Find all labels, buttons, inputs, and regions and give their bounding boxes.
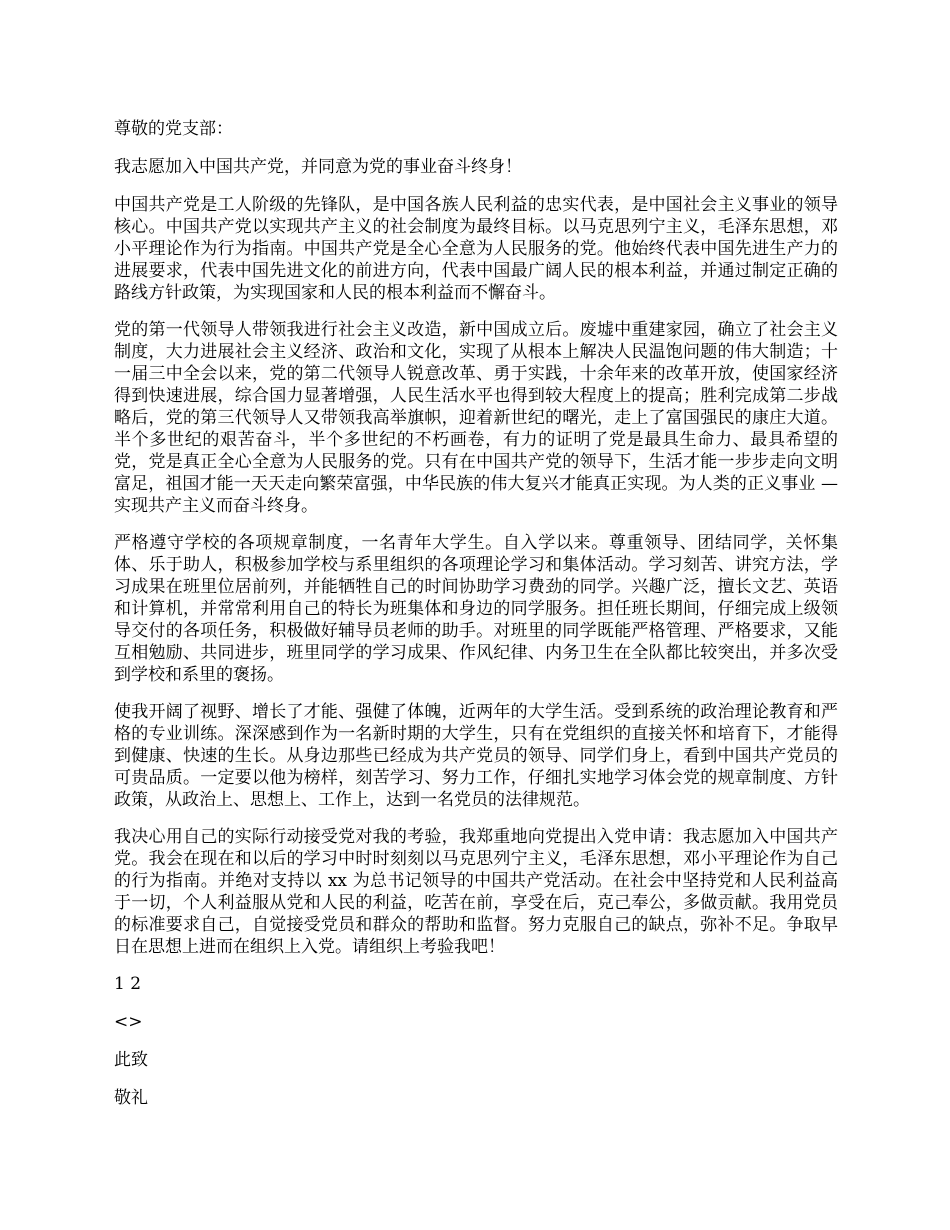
page-navigation xyxy=(114,1011,838,1033)
paragraph-party-intro: 中国共产党是工人阶级的先锋队，是中国各族人民利益的忠实代表，是中国社会主义事业的领导核心。中国共产党以实现共产主义的社会制度为最终目标。以马克思列宁主义，毛泽东思想，邓小平理论作为行为指南。中国共产党是全心全意为人民服务的党。他始终代表中国先进生产力的进展要求，代表中国先进文化的前进方向，代表中国最广阔人民的根本利益，并通过制定正确的路线方针政策，为实现国家和人民的根本利益而不懈奋斗。 xyxy=(114,195,838,303)
regards-text: 敬礼 xyxy=(114,1088,148,1108)
paragraph-application: 我决心用自己的实际行动接受党对我的考验，我郑重地向党提出入党申请：我志愿加入中国共产党。我会在现在和以后的学习中时时刻刻以马克思列宁主义，毛泽东思想，邓小平理论作为自己的行为指南。并绝对支持以 xx 为总书记领导的中国共产党活动。在社会中坚持党和人民利益高于一切，个人利益服从党和人民的利益，吃苦在前，享受在后，克己奉公，多做贡献。我用党员的标准要求自己，自觉接受党员和群众的帮助和监督。努力克服自己的缺点，弥补不足。争取早日在思想上进而在组织上入党。请组织上考验我吧！ xyxy=(114,827,838,957)
paragraph-pledge: 我志愿加入中国共产党，并同意为党的事业奋斗终身！ xyxy=(114,157,522,177)
paragraph-college-life: 使我开阔了视野、增长了才能、强健了体魄，近两年的大学生活。受到系统的政治理论教育和严格的专业训练。深深感到作为一名新时期的大学生，只有在党组织的直接关怀和培育下，才能得到健康、快速的生长。从身边那些已经成为共产党员的领导、同学们身上，看到中国共产党员的可贵品质。一定要以他为榜样，刻苦学习、努力工作，仔细扎实地学习体会党的规章制度、方针政策，从政治上、思想上、工作上，达到一名党员的法律规范。 xyxy=(114,702,838,810)
page-link-2[interactable]: 2 xyxy=(130,974,142,994)
closing-text: 此致 xyxy=(114,1050,148,1070)
next-page-link[interactable]: > xyxy=(128,1012,143,1032)
paragraph-party-history: 党的第一代领导人带领我进行社会主义改造，新中国成立后。废墟中重建家园，确立了社会主义制度，大力进展社会主义经济、政治和文化，实现了从根本上解决人民温饱问题的伟大制造；十一届三中全会以来，党的第二代领导人锐意改革、勇于实践，十余年来的改革开放，使国家经济得到快速进展，综合国力显著增强，人民生活水平也得到较大程度上的提高；胜利完成第二步战略后，党的第三代领导人又带领我高举旗帜，迎着新世纪的曙光，走上了富国强民的康庄大道。半个多世纪的艰苦奋斗，半个多世纪的不朽画卷，有力的证明了党是最具生命力、最具希望的党，党是真正全心全意为人民服务的党。只有在中国共产党的领导下，生活才能一步步走向文明富足，祖国才能一天天走向繁荣富强，中华民族的伟大复兴才能真正实现。为人类的正义事业 — 实现共产主义而奋斗终身。 xyxy=(114,320,838,516)
prev-page-link[interactable]: < xyxy=(114,1012,129,1032)
salutation: 尊敬的党支部： xyxy=(114,119,233,139)
paragraph-personal-record: 严格遵守学校的各项规章制度，一名青年大学生。自入学以来。尊重领导、团结同学，关怀集体、乐于助人，积极参加学校与系里组织的各项理论学习和集体活动。学习刻苦、讲究方法，学习成果在班里位居前列，并能牺牲自己的时间协助学习费劲的同学。兴趣广泛，擅长文艺、英语和计算机，并常常利用自己的特长为班集体和身边的同学服务。担任班长期间，仔细完成上级领导交付的各项任务，积极做好辅导员老师的助手。对班里的同学既能严格管理、严格要求，又能互相勉励、共同进步，班里同学的学习成果、作风纪律、内务卫生在全队都比较突出，并多次受到学校和系里的褒扬。 xyxy=(114,533,838,685)
document-page xyxy=(114,118,838,1125)
page-numbers xyxy=(114,973,838,995)
page-link-1[interactable]: 1 xyxy=(114,974,125,994)
